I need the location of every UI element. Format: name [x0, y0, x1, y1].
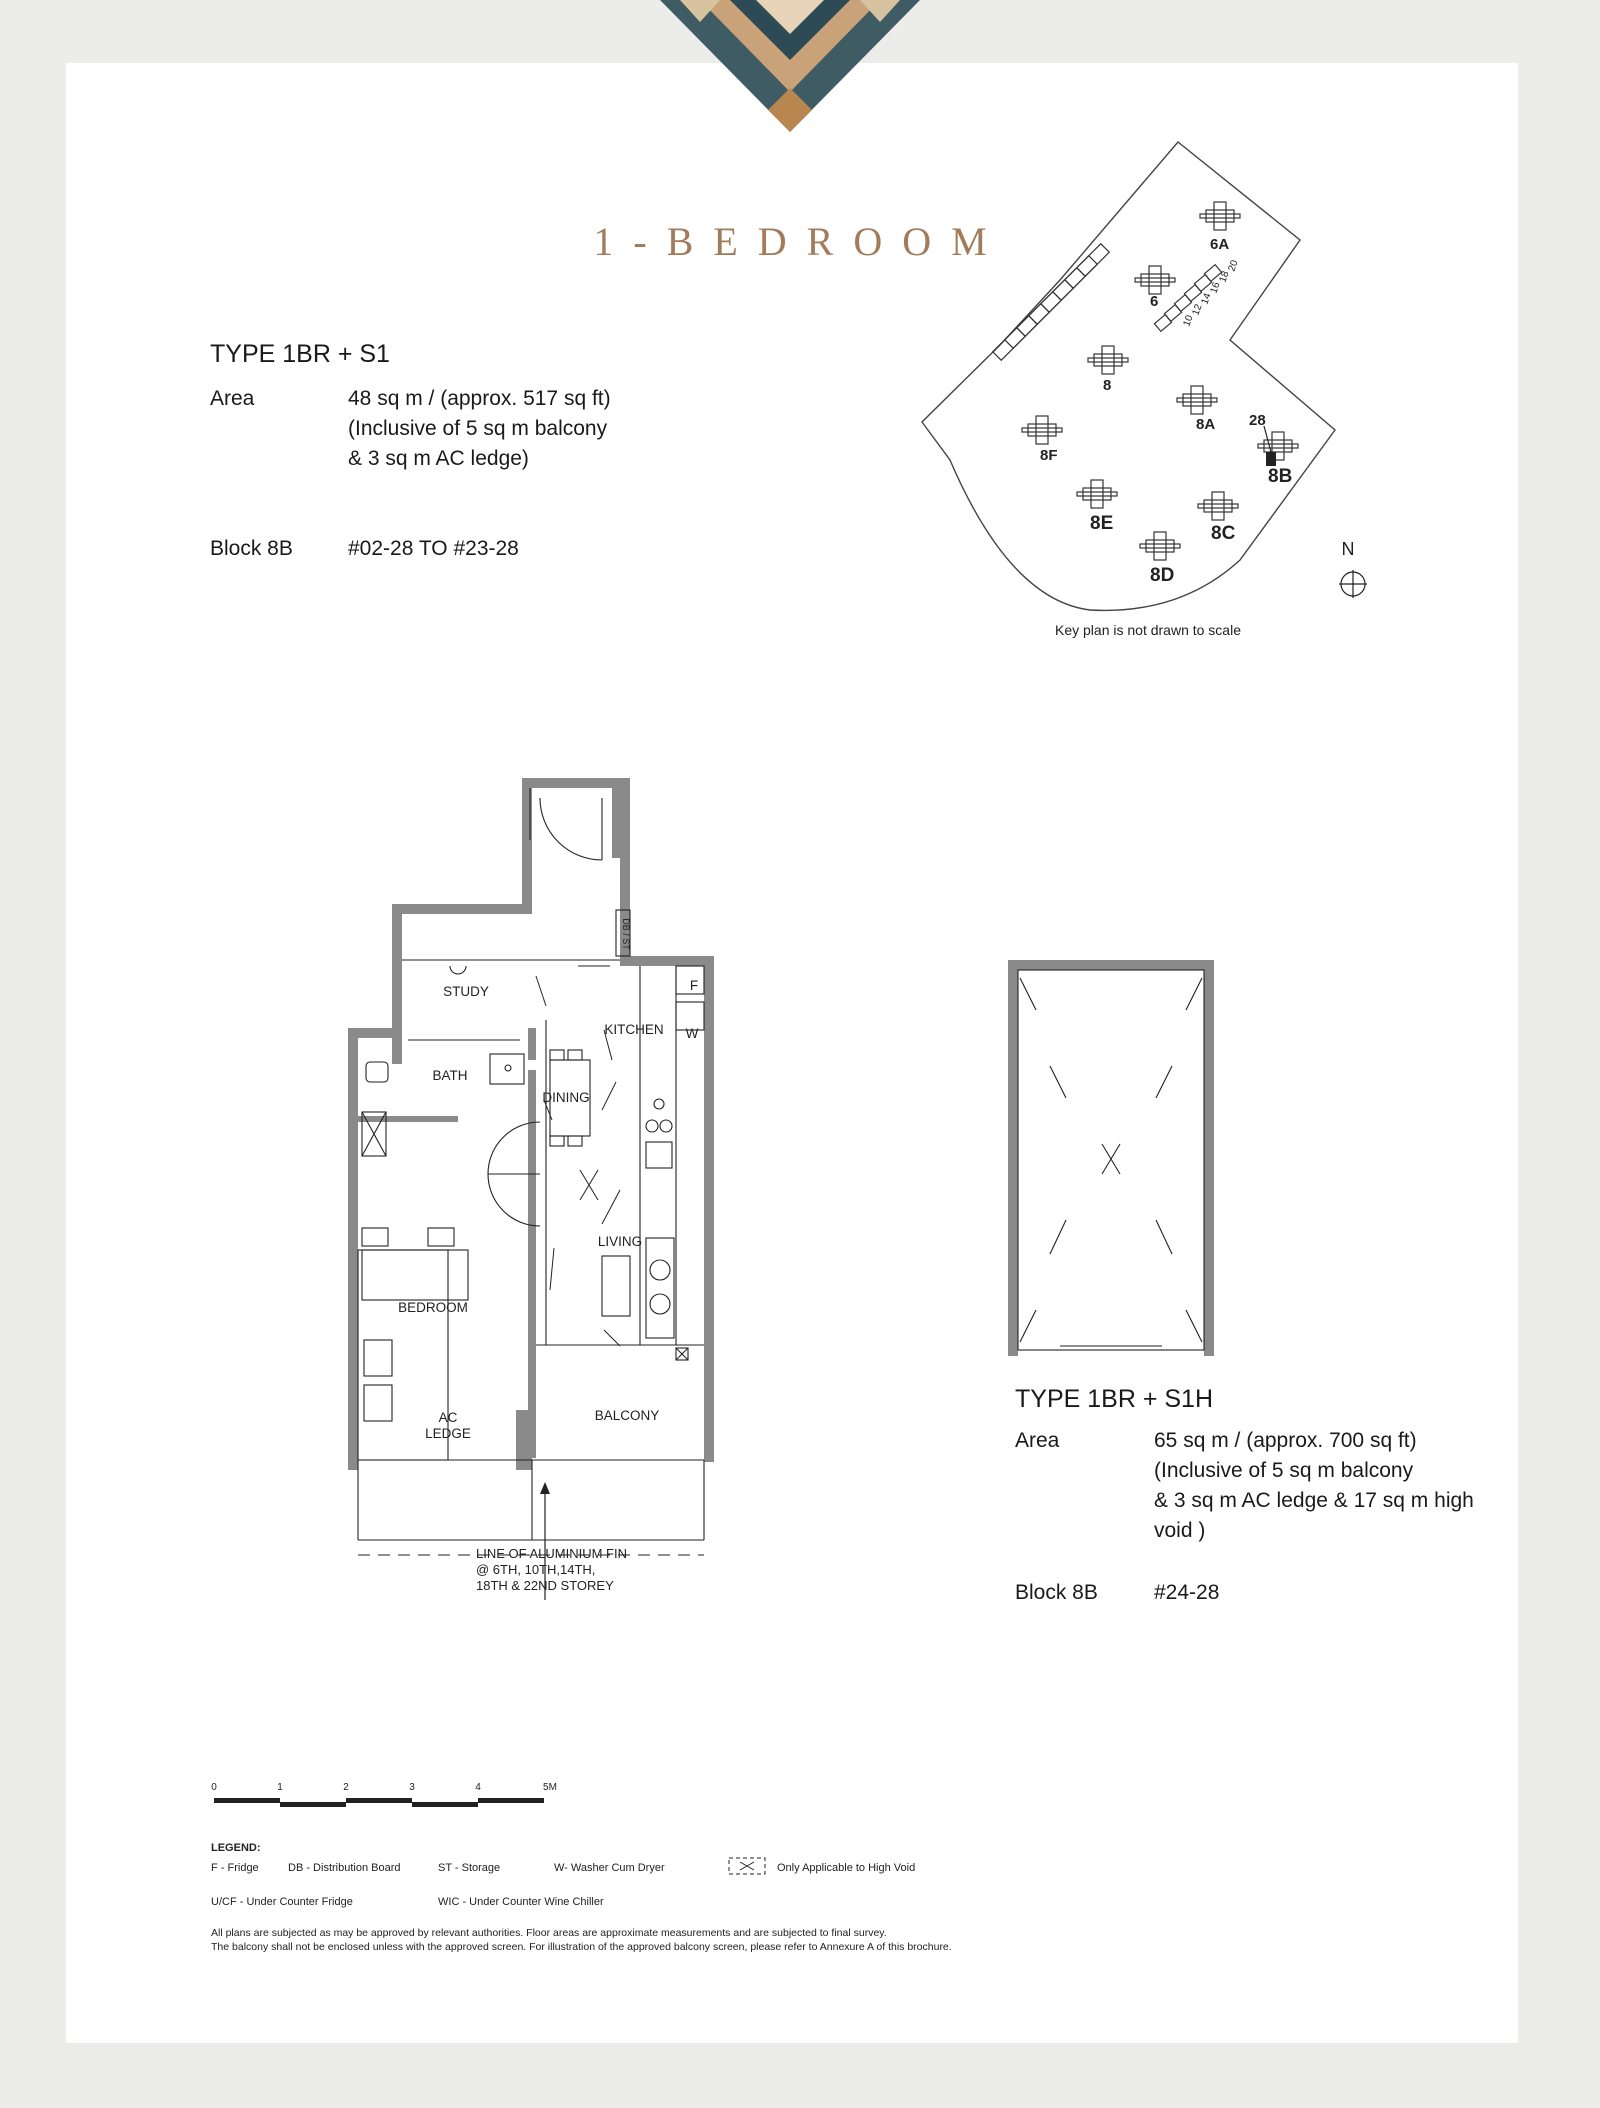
- page-title: 1-BEDROOM: [593, 219, 1007, 264]
- room-label-bedroom: BEDROOM: [398, 1300, 468, 1315]
- high-void-symbol-icon: [728, 1856, 766, 1876]
- legend-title: LEGEND:: [211, 1842, 261, 1854]
- disclaimer-line: All plans are subjected as may be approved by relevant authorities. Floor areas are approximate measurements and are subjected to final survey.: [211, 1927, 887, 1939]
- unit-type-s1: TYPE 1BR + S1: [210, 340, 390, 368]
- scale-tick-label: 2: [343, 1782, 349, 1793]
- disclaimer-line: The balcony shall not be enclosed unless with the approved screen. For illustration of the approved balcony screen, please refer to Annexure A of this brochure.: [211, 1941, 952, 1953]
- scale-tick-label: 0: [211, 1782, 217, 1793]
- scale-bar: [206, 1776, 576, 1816]
- key-plan-row-number: 10: [1181, 313, 1196, 329]
- room-label-washer: W: [685, 1026, 699, 1041]
- legend-distribution-board: DB - Distribution Board: [288, 1862, 401, 1874]
- area-label-s1h: Area: [1015, 1429, 1060, 1452]
- north-label: N: [1341, 539, 1355, 559]
- room-label-balcony: BALCONY: [594, 1408, 660, 1423]
- scale-tick-label: 3: [409, 1782, 415, 1793]
- key-plan-block-label: 8: [1103, 377, 1112, 394]
- fin-note-line: 18TH & 22ND STOREY: [476, 1578, 614, 1593]
- aluminium-fin-note: [476, 1546, 627, 1594]
- key-plan-row-number: 20: [1226, 258, 1241, 274]
- key-plan-block-label: 8A: [1196, 416, 1216, 433]
- block-value-s1h: #24-28: [1154, 1581, 1220, 1604]
- key-plan-row-number: 18: [1217, 269, 1232, 285]
- key-plan: [910, 130, 1355, 650]
- room-label-study: STUDY: [443, 984, 489, 999]
- key-plan-block-label: 8C: [1211, 523, 1236, 544]
- key-plan-row-number: 12: [1190, 302, 1205, 318]
- legend-fridge: F - Fridge: [211, 1862, 259, 1874]
- area-line: 48 sq m / (approx. 517 sq ft): [348, 387, 611, 410]
- legend-washer: W- Washer Cum Dryer: [554, 1862, 665, 1874]
- block-label-s1h: Block 8B: [1015, 1581, 1098, 1604]
- key-plan-block-label: 6A: [1210, 236, 1230, 253]
- room-label-living: LIVING: [597, 1234, 643, 1249]
- area-line: (Inclusive of 5 sq m balcony: [348, 417, 608, 440]
- key-plan-row-number: 16: [1208, 280, 1223, 296]
- fin-note-line: LINE OF ALUMINIUM FIN: [476, 1546, 627, 1561]
- key-plan-block-label: 6: [1150, 293, 1159, 310]
- room-label-bath: BATH: [432, 1068, 468, 1083]
- floor-plan-1br-s1: [340, 770, 760, 1600]
- key-plan-block-label: 8E: [1090, 513, 1114, 534]
- room-label-kitchen: KITCHEN: [604, 1022, 664, 1037]
- area-line: (Inclusive of 5 sq m balcony: [1154, 1459, 1414, 1482]
- legend-storage: ST - Storage: [438, 1862, 501, 1874]
- area-line: 65 sq m / (approx. 700 sq ft): [1154, 1429, 1417, 1452]
- legend-under-counter-fridge: U/CF - Under Counter Fridge: [211, 1896, 353, 1908]
- floor-plan-high-void: [1000, 958, 1220, 1358]
- scale-tick-label: 5M: [543, 1782, 557, 1793]
- room-label-db-st: DB / ST: [621, 918, 631, 950]
- disclaimer: [211, 1926, 952, 1954]
- scale-tick-label: 4: [475, 1782, 481, 1793]
- block-label-s1: Block 8B: [210, 537, 293, 560]
- key-plan-block-label: 8D: [1150, 565, 1175, 586]
- room-label-fridge: F: [689, 978, 699, 993]
- key-plan-row-number: 14: [1199, 291, 1214, 307]
- key-plan-unit-marker: 28: [1249, 412, 1266, 429]
- area-line: void ): [1154, 1519, 1206, 1542]
- block-value-s1: #02-28 TO #23-28: [348, 537, 519, 560]
- key-plan-caption: Key plan is not drawn to scale: [1055, 622, 1241, 638]
- area-details-s1h: [1154, 1426, 1474, 1546]
- room-label-ledge: LEDGE: [425, 1426, 471, 1441]
- legend-high-void: Only Applicable to High Void: [777, 1862, 916, 1874]
- legend-wine-chiller: WIC - Under Counter Wine Chiller: [438, 1896, 604, 1908]
- key-plan-block-label: 8B: [1268, 466, 1293, 487]
- unit-type-s1h: TYPE 1BR + S1H: [1015, 1385, 1213, 1413]
- key-plan-block-label: 8F: [1040, 447, 1058, 464]
- area-line: & 3 sq m AC ledge & 17 sq m high: [1154, 1489, 1474, 1512]
- decorative-diamond-pattern: [660, 0, 920, 132]
- area-details-s1: [348, 384, 611, 474]
- scale-tick-label: 1: [277, 1782, 283, 1793]
- fin-note-line: @ 6TH, 10TH,14TH,: [476, 1562, 596, 1577]
- room-label-dining: DINING: [542, 1090, 590, 1105]
- area-label-s1: Area: [210, 387, 255, 410]
- room-label-ac: AC: [438, 1410, 458, 1425]
- area-line: & 3 sq m AC ledge): [348, 447, 529, 470]
